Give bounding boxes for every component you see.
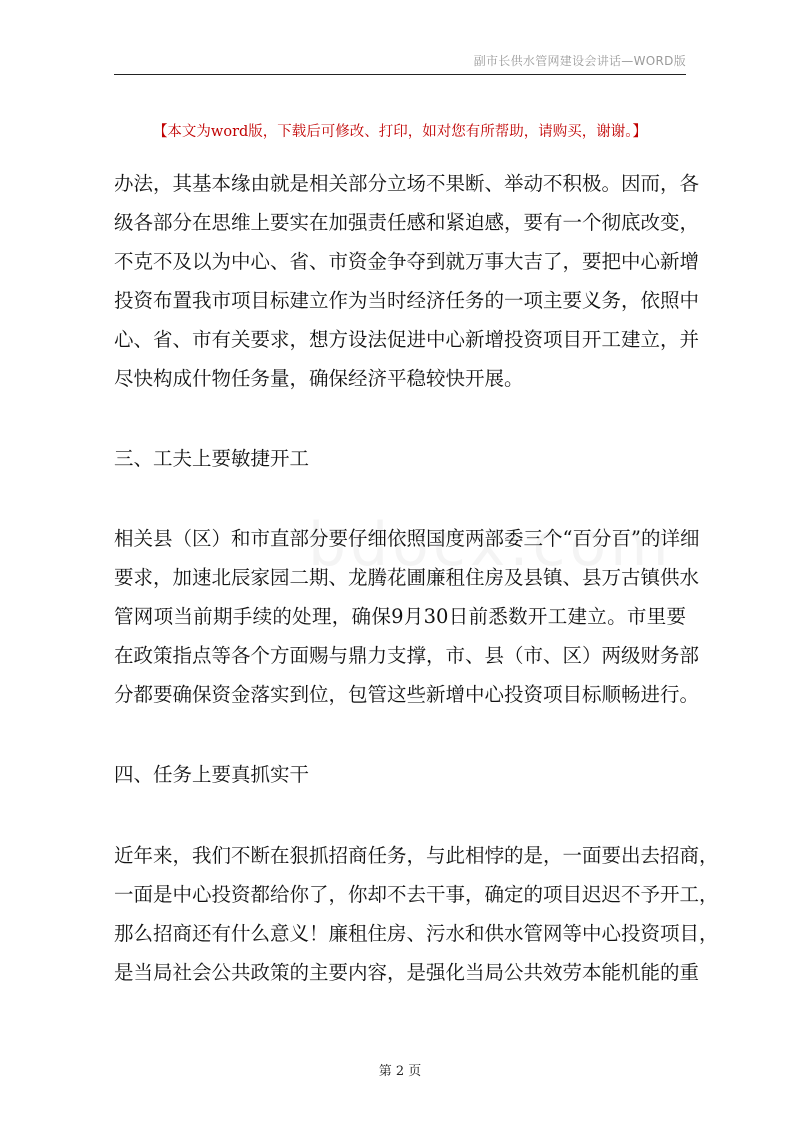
paragraph-line: 管网项当前期手续的处理，确保9月30日前悉数开工建立。市里要 [114,605,686,628]
purchase-notice: 【本文为word版，下载后可修改、打印，如对您有所帮助，请购买，谢谢。】 [152,124,648,140]
paragraph-line: 办法，其基本缘由就是相关部分立场不果断、举动不积极。因而，各 [114,172,700,195]
section-heading: 三、工夫上要敏捷开工 [114,447,310,470]
page-number: 第 2 页 [378,1064,422,1079]
paragraph-line: 是当局社会公共政策的主要内容，是强化当局公共效劳本能机能的重 [114,961,700,984]
paragraph-line: 心、省、市有关要求，想方设法促进中心新增投资项目开工建立，并 [114,328,700,351]
paragraph-line: 不克不及以为中心、省、市资金争夺到就万事大吉了，要把中心新增 [114,250,700,273]
paragraph-line: 要求，加速北辰家园二期、龙腾花圃廉租住房及县镇、县万古镇供水 [114,566,700,589]
page-header-title: 副市长供水管网建设会讲话—WORD版 [473,54,686,68]
section-heading: 四、任务上要真抓实干 [114,763,310,786]
paragraph-line: 投资布置我市项目标建立作为当时经济任务的一项主要义务，依照中 [114,289,700,312]
paragraph-line: 那么招商还有什么意义！廉租住房、污水和供水管网等中心投资项目， [114,922,719,945]
header-rule [114,74,686,75]
paragraph-line: 相关县（区）和市直部分要仔细依照国度两部委三个“百分百”的详细 [114,527,700,550]
paragraph-line: 一面是中心投资都给你了，你却不去干事，确定的项目迟迟不予开工， [114,883,719,906]
paragraph-line: 级各部分在思维上要实在加强责任感和紧迫感，要有一个彻底改变， [114,211,700,234]
paragraph-line: 尽快构成什物任务量，确保经济平稳较快开展。 [114,367,524,390]
paragraph-line: 近年来，我们不断在狠抓招商任务，与此相悖的是，一面要出去招商， [114,844,719,867]
paragraph-line: 在政策指点等各个方面赐与鼎力支撑，市、县（市、区）两级财务部 [114,644,700,667]
paragraph-line: 分都要确保资金落实到位，包管这些新增中心投资项目标顺畅进行。 [114,683,700,706]
